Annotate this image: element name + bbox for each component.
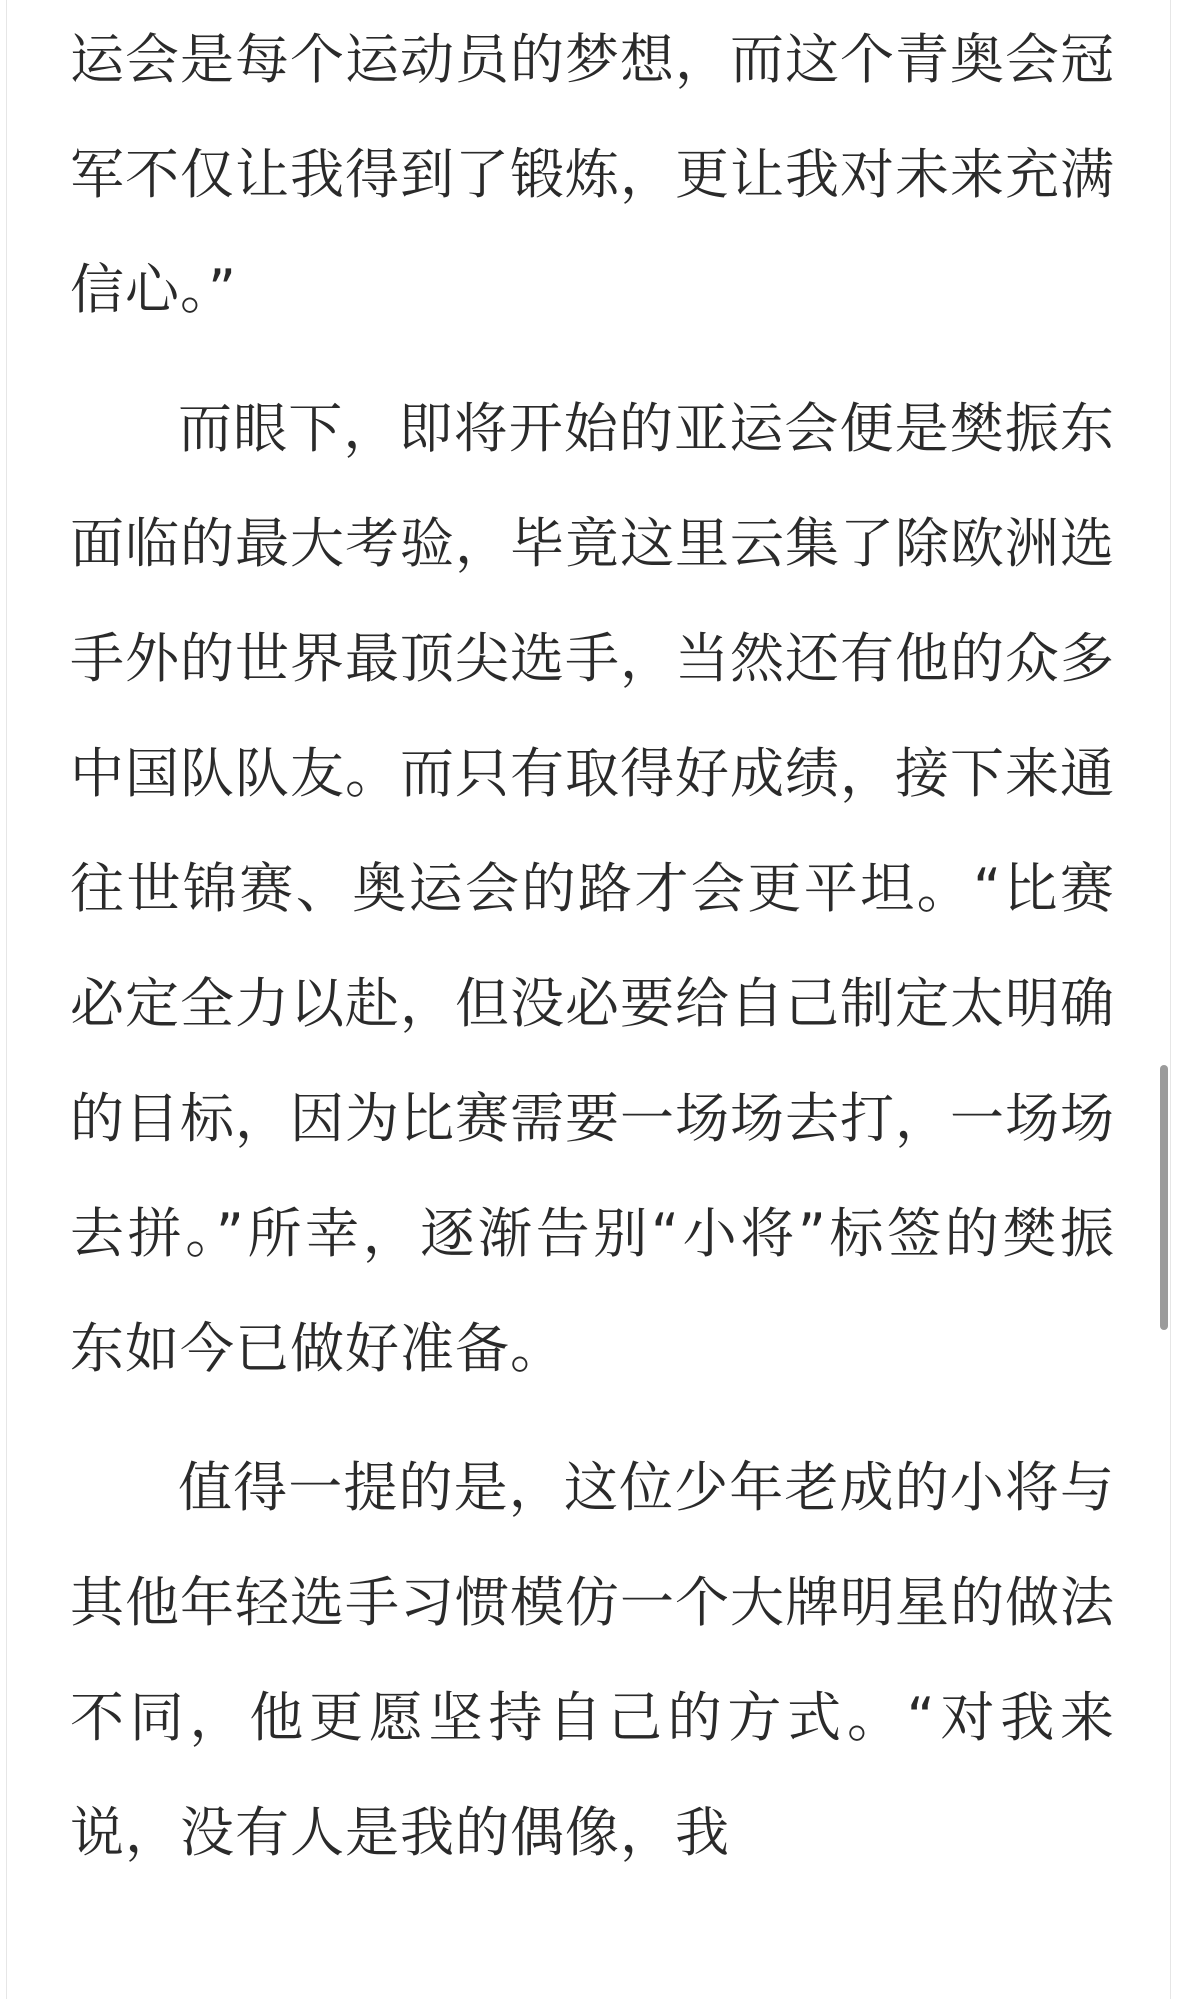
article-paragraph-2: 而眼下，即将开始的亚运会便是樊振东面临的最大考验，毕竟这里云集了除欧洲选手外的世界最顶尖选手，当然还有他的众多中国队队友。而只有取得好成绩，接下来通往世锦赛、奥运会的路才会更平坦。“比赛必定全力以赴，但没必要给自己制定太明确的目标，因为比赛需要一场场去打，一场场去拼。”所幸，逐渐告别“小将”标签的樊振东如今已做好准备。 bbox=[70, 397, 1115, 1380]
article-paragraph-1: 运会是每个运动员的梦想，而这个青奥会冠军不仅让我得到了锻炼，更让我对未来充满信心。” bbox=[70, 28, 1115, 321]
scrollbar-thumb[interactable] bbox=[1160, 1065, 1168, 1330]
article-body bbox=[70, 0, 1115, 1890]
article-paragraph-3: 值得一提的是，这位少年老成的小将与其他年轻选手习惯模仿一个大牌明星的做法不同，他更愿坚持自己的方式。“对我来说，没有人是我的偶像，我 bbox=[70, 1456, 1115, 1864]
